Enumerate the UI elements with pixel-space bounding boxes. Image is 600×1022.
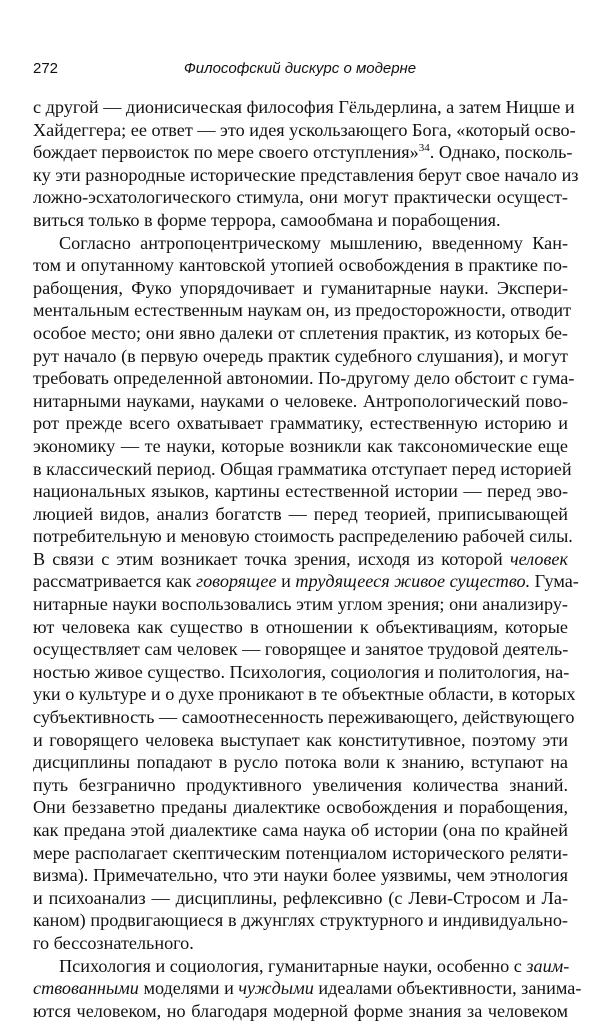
text-line: Они беззаветно преданы диалектике освобождения и порабощения, (33, 797, 568, 818)
text-line: дисциплины попадают в русло потока воли к знанию, вступают на (33, 752, 568, 773)
text-line: Хайдеггера; ее ответ — это идея ускользающего Бога, «который осво- (33, 119, 576, 140)
text-line: требовать определенной автономии. По-другому дело обстоит с гума- (33, 368, 575, 389)
text-line: путь безгранично продуктивного увеличения количества знаний. (33, 774, 568, 795)
text-span: Гума- (530, 571, 579, 592)
italic-term: чуждыми (238, 978, 314, 999)
text-line: особое место; они явно далеки от сплетения практик, из которых бе- (33, 322, 568, 343)
page-header (33, 60, 567, 82)
text-line: люцией видов, анализ богатств — перед теорией, приписывающей (33, 503, 568, 524)
running-title: Философский дискурс о модерне (183, 60, 417, 77)
text-line: и психоанализ — дисциплины, рефлексивно (с Леви-Стросом и Ла- (33, 887, 568, 908)
text-line: экономику — те науки, которые возникли как таксономические еще (33, 435, 568, 456)
text-line (33, 977, 582, 1000)
text-line: ют человека как существо в отношении к объективациям, которые (33, 616, 568, 637)
italic-term: человек (509, 548, 568, 569)
page-number: 272 (33, 60, 59, 77)
text-line: ются человеком, но благодаря модерной форме знания за человеком (33, 1000, 568, 1021)
paragraph-1 (33, 96, 579, 232)
text-line: ку эти разнородные исторические представления берут свое начало из (33, 164, 579, 185)
text-span: моделями и (138, 978, 239, 999)
text-line: уки о культуре и о духе проникают в те объектные области, в которых (33, 684, 576, 705)
text-line: нитарными науками, науками о человеке. Антропологический пово- (33, 390, 568, 411)
body-text (33, 96, 582, 1022)
text-line: в классический период. Общая грамматика отступает перед историей (33, 458, 572, 479)
italic-term: трудящееся живое существо. (295, 571, 531, 592)
text-span: . Однако, посколь- (429, 142, 573, 163)
text-span: идеалами объективности, занима- (313, 978, 582, 999)
text-line: потребительную и меновую стоимость распределению рабочей силы. (33, 526, 573, 547)
text-span: В связи с этим возникает точка зрения, исходя из которой (33, 548, 510, 569)
text-line: визма). Примечательно, что эти науки более уязвимы, чем этнология (33, 865, 568, 886)
text-line: с другой — дионисическая философия Гёльдерлина, а затем Ницше и (33, 97, 575, 117)
italic-term: ствованными (33, 978, 139, 999)
paragraph-3 (33, 955, 582, 1022)
text-span: Психология и социология, гуманитарные науки, особенно с (59, 955, 527, 976)
text-line: том и опутанному кантовской утопией освобождения в практике по- (33, 255, 568, 276)
text-line (33, 548, 568, 571)
italic-term: говорящее (195, 571, 277, 592)
text-line: мере располагает скептическим потенциалом исторического реляти- (33, 842, 568, 863)
text-line: ностью живое существо. Психология, социология и политология, на- (33, 661, 570, 682)
text-line: субъективность — самоотнесенность переживающего, действующего (33, 707, 575, 728)
text-line: национальных языков, картины естественной истории — перед эво- (33, 481, 568, 502)
text-span: бождает первоисток по мере своего отступления» (33, 142, 419, 163)
text-line: ментальным естественным наукам он, из предосторожности, отводит (33, 300, 572, 321)
text-line: и говорящего человека выступает как конститутивное, поэтому эти (33, 729, 568, 750)
footnote-ref: 34 (418, 142, 430, 155)
text-line: осуществляет сам человек — говорящее и занятое трудовой деятель- (33, 639, 569, 660)
text-line: ложно-эсхатологического стимула, они могут практически осущест- (33, 187, 568, 208)
text-line (33, 141, 573, 164)
text-line: го бессознательного. (33, 932, 194, 953)
italic-term: заим- (526, 955, 570, 976)
text-line: виться только в форме террора, самообмана и порабощения. (33, 209, 501, 230)
paragraph-2 (33, 232, 579, 955)
text-line: каном) продвигающиеся в джунглях структурного и индивидуально- (33, 910, 568, 931)
text-span: рассматривается как (33, 571, 196, 592)
text-span: и (276, 571, 296, 592)
text-line: рабощения, Фуко упорядочивает и гуманитарные науки. Экспери- (33, 277, 568, 298)
text-line: рут начало (в первую очередь практик судебного слушания), и могут (33, 345, 568, 366)
text-line: нитарные науки воспользовались этим углом зрения; они анализиру- (33, 594, 568, 615)
text-line (33, 570, 579, 593)
text-line: рот прежде всего охватывает грамматику, естественную историю и (33, 413, 568, 434)
text-line: Согласно антропоцентрическому мышлению, введенному Кан- (59, 232, 568, 253)
text-line: как предана этой диалектике сама наука об истории (она по крайней (33, 820, 568, 840)
